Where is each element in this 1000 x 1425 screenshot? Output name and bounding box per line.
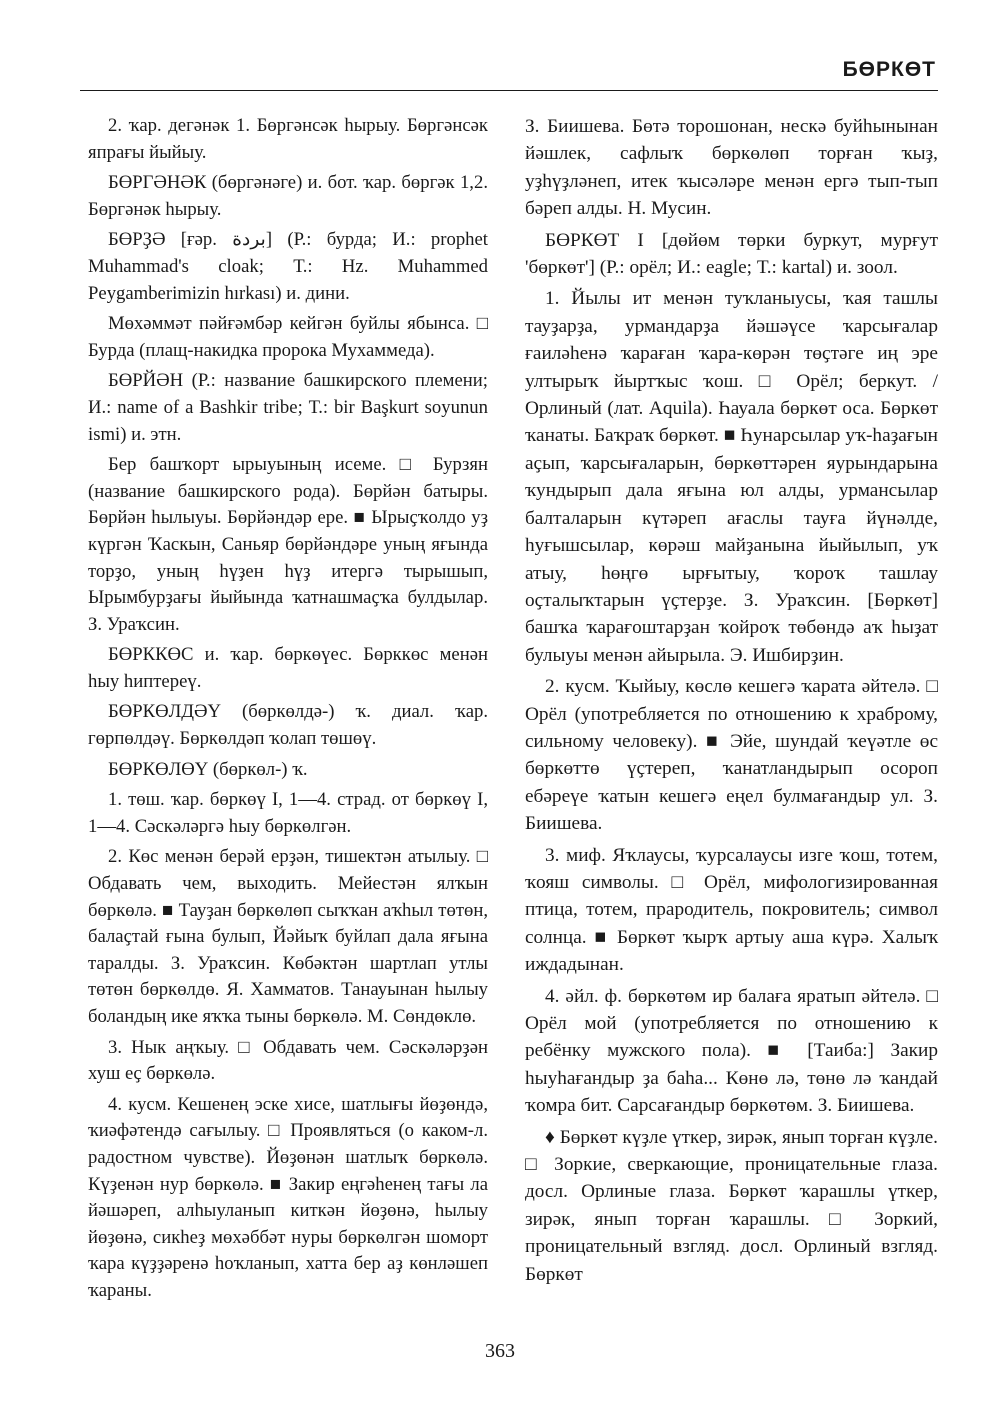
entry-paragraph: БӨРККӨС и. ҡар. бөркөүес. Бөрккөс менән һыу һиптереү. xyxy=(88,644,488,692)
page-number: 363 xyxy=(485,1340,515,1362)
entry-paragraph: БӨРГӘНӘК (бөргәнәге) и. бот. ҡар. бөргәк 1,2. Бөргәнәк һырыу. xyxy=(88,172,488,220)
entry-paragraph: 2. Көс менән берәй ерҙән, тишектән атылыу. □ Обдавать чем, выходить. Мейестән ялҡын бөркөлә. ■ Тауҙан бөркөлөп сыҡҡан аҡһыл төтөн, балаҫтай ғына булып, Йәйыҡ буйлап дала яғына таралды. З. Ураҡсин. Көбәктән шартлап утлы төтөн бөркөлдө. Я. Хамматов. Танауынан һылыу боландың ике яҡҡа тыны бөркөлә. М. Сөндөклө. xyxy=(88,846,488,1027)
entry-paragraph: 3. миф. Яҡлаусы, ҡурсалаусы изге ҡош, тотем, ҡояш символы. □ Орёл, мифологизированная птица, тотем, прародитель, покровитель; символ солнца. ■ Бөркөт ҡырҡ артыу аша күрә. Халыҡ иждадынан. xyxy=(525,844,938,976)
left-column xyxy=(88,113,488,1309)
entry-paragraph: 1. төш. ҡар. бөркөү I, 1—4. страд. от бөркөү I, 1—4. Сәскәләргә һыу бөркөлгән. xyxy=(88,789,488,837)
entry-paragraph: БӨРҘӘ [ғәр. بردة] (Р.: бурда; И.: prophet Muhammad's cloak; Т.: Hz. Muhammed Peygamberimizin hırkası) и. дини. xyxy=(88,229,488,304)
entry-paragraph: 2. кусм. Ҡыйыу, көслө кешегә ҡарата әйтелә. □ Орёл (употребляется по отношению к храброму, сильному человеку). ■ Эйе, шундай ҡеүәтле өс бөркөттө үҫтереп, ҡанатландырып осороп ебәреүе ҡатын кешегә еңел булмағандыр ул. З. Биишева. xyxy=(525,676,938,835)
entry-paragraph: 2. ҡар. дегәнәк 1. Бөргәнсәк һырыу. Бөргәнсәк япрағы йыйыу. xyxy=(88,115,488,163)
entry-paragraph: Бер башҡорт ырыуының исеме. □ Бурзян (название башкирского рода). Бөрйән батыры. Бөрйән һылыуы. Бөрйәндәр ере. ■ Ырыҫҡолдо уҙ күргән Ҡаскын, Саньяр бөрйәндәре уның яғында торҙо, уның һүҙен һүҙ итергә тырышып, Ырымбурҙағы йыйында ҡатнашмаҫҡа булдылар. З. Ураҡсин. xyxy=(88,454,488,635)
entry-paragraph: 3. Нык аңҡыу. □ Обдавать чем. Сәскәләрҙән хуш еҫ бөркөлә. xyxy=(88,1036,488,1085)
entry-paragraph: 1. Йылы ит менән туҡланыусы, ҡая ташлы тауҙарҙа, урмандарҙа йәшәүсе ҡарсығалар ғаиләһенә ҡараған ҡара-көрән төҫтәге иң эре ултырыҡ йыртҡыс ҡош. □ Орёл; беркут. / Орлиный (лат. Aquila). Һауала бөркөт оса. Бөркөт ҡанаты. Баҡраҡ бөркөт. ■ Һунарсылар уҡ-һаҙағын аҫып, ҡарсығаларын, бөркөттәрен яурындарына ҡундырып дала яғына юл алды, урмансылар балталарын күтәреп ағаслы тауға йүнәлде, һуғышсылар, көрәш майҙанына йыйылып, уҡ атыу, һөңгө ырғытыу, ҡороҡ ташлау оҫталыҡтарын үҫтерҙе. З. Ураҡсин. [Бөркөт] башҡа ҡарағоштарҙан ҡойроҡ төбөндә аҡ һыҙат булыуы менән айырыла. Э. Ишбирҙин. xyxy=(525,288,938,666)
entry-paragraph: БӨРКӨЛДӘҮ (бөркөлдә-) ҡ. диал. ҡар. гөрпөлдәү. Бөркөлдәп ҡолап төшөү. xyxy=(88,701,488,750)
entry-paragraph: ♦ Бөркөт күҙле үткер, зирәк, янып торған күҙле. □ Зоркие, сверкающие, проницательные глаза. досл. Орлиные глаза. Бөркөт ҡарашлы үткер, зирәк, янып торған ҡарашлы. □ Зоркий, проницательный взгляд. досл. Орлиный взгляд. Бөркөт xyxy=(525,1126,938,1285)
entry-paragraph: БӨРКӨЛӨҮ (бөркөл-) ҡ. xyxy=(108,758,308,780)
entry-paragraph: Мөхәммәт пәйғәмбәр кейгән буйлы ябынса. □ Бурда (плащ-накидка пророка Мухаммеда). xyxy=(88,313,488,361)
entry-paragraph: 4. әйл. ф. бөркөтөм ир балаға яратып әйтелә. □ Орёл мой (употребляется по отношению к ребёнку мужского пола). ■ [Таиба:] Закир һыуһағандыр ҙа баһа... Көнө лә, төнө лә ҡандай ҡомра бит. Сарсағандыр бөркөтөм. З. Биишева. xyxy=(525,985,938,1117)
right-column xyxy=(525,113,938,1292)
header-rule xyxy=(80,90,938,91)
entry-paragraph: БӨРЙӘН (Р.: название башкирского племени; И.: name of a Bashkir tribe; Т.: bir Başkurt soyunun ismi) и. этн. xyxy=(88,370,488,445)
entry-paragraph: 4. кусм. Кешенең эске хисе, шатлығы йөҙөндә, ҡиәфәтендә сағылыу. □ Проявляться (о каком-л. радостном чувстве). Йөҙөнән шатлыҡ бөркөлә. Күҙенән нур бөркөлә. ■ Закир еңгәһенең тағы ла йәшәреп, алһыуланып киткән йөҙөнә, һылыу йөҙөнә, сикһеҙ мөхәббәт нуры бөркөлгән шоморт ҡара күҙҙәренә һоҡланып, хатта бер аҙ көнләшеп ҡараны. xyxy=(88,1093,488,1301)
entry-paragraph: БӨРКӨТ I [дөйөм төрки буркут, мурғут 'бөркөт'] (Р.: орёл; И.: eagle; Т.: kartal) и. зоол. xyxy=(525,229,938,279)
entry-paragraph: З. Биишева. Бөтә торошонан, нескә буйһынынан йәшлек, сафлыҡ бөркөлөп торған ҡыҙ, уҙһүҙләнеп, итек ҡысәләре менән ергә тып-тып бәреп алды. Н. Мусин. xyxy=(525,116,938,220)
running-head: БӨРКӨТ xyxy=(842,58,936,81)
